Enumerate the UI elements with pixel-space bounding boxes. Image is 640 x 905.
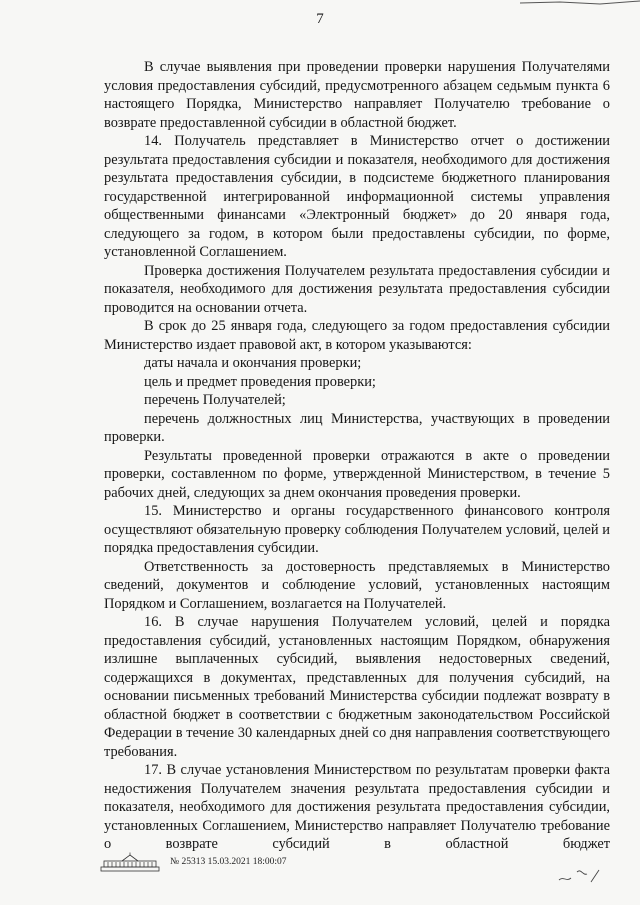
government-building-icon <box>100 852 160 872</box>
list-item-dates: даты начала и окончания проверки; <box>144 355 362 371</box>
footer <box>100 852 286 872</box>
list-item-purpose: цель и предмет проведения проверки; <box>144 373 376 390</box>
document-body <box>104 58 610 854</box>
paragraph-16-violation: 16. В случае нарушения Получателем условий, целей и порядка предоставления субсидий, установленных настоящим Порядком, обнаружения излишне выплаченных субсидий, выявления недостоверных сведений, содержащихся в документах, представленных для получения субсидий, на основании письменных требований Министерства субсидии подлежат возврату в областной бюджет в соответствии с бюджетным законодательством Российской Федерации в течение 30 календарных дней со дня направления соответствующего требования. <box>104 614 610 760</box>
list-item-recipients: перечень Получателей; <box>144 392 286 408</box>
paragraph-15-control: 15. Министерство и органы государственного финансового контроля осуществляют обязательную проверку соблюдения Получателем условий, целей и порядка предоставления субсидии. <box>104 503 610 556</box>
paragraph-return-requirement: В случае выявления при проведении проверки нарушения Получателями условия предоставления субсидий, предусмотренного абзацем седьмым пункта 6 настоящего Порядка, Министерство направляет Получателю требование о возврате предоставленной субсидии в областной бюджет. <box>104 59 610 131</box>
paragraph-verification: Проверка достижения Получателем результата предоставления субсидии и показателя, необходимого для достижения результата предоставления субсидии проводится на основании отчета. <box>104 262 610 316</box>
paragraph-responsibility: Ответственность за достоверность представляемых в Министерство сведений, документов и соблюдение условий, установленных настоящим Порядком и Соглашением, возлагается на Получателей. <box>104 558 610 612</box>
paragraph-14-report: 14. Получатель представляет в Министерство отчет о достижении результата предоставления субсидии и показателя, необходимого для достижения результата предоставления субсидии, в подсистеме бюджетного планирования государственной интегрированной информационной системы управления общественными финансами «Электронный бюджет» до 20 января года, следующего за годом, в котором были предоставлены субсидии, по форме, установленной Соглашением. <box>104 133 610 260</box>
paragraph-legal-act: В срок до 25 января года, следующего за годом предоставления субсидии Министерство издает правовой акт, в котором указываются: <box>104 318 610 353</box>
registration-stamp: № 25313 15.03.2021 18:00:07 <box>170 857 287 867</box>
list-item-officials: перечень должностных лиц Министерства, участвующих в проведении проверки. <box>104 410 610 445</box>
handwritten-mark <box>555 862 605 888</box>
paragraph-17-shortfall: 17. В случае установления Министерством по результатам проверки факта недостижения Получателем значения результата предоставления субсидии и показателя, необходимого для достижения результата предоставления субсидии, установленных Соглашением, Министерство направляет Получателю требование о возврате субсидий в областной бюджет <box>104 762 610 852</box>
scan-edge-mark <box>520 0 640 6</box>
page-number: 7 <box>316 11 324 27</box>
paragraph-results-act: Результаты проведенной проверки отражаются в акте о проведении проверки, составленном по форме, утвержденной Министерством, в течение 5 рабочих дней, следующих за днем окончания проведения проверки. <box>104 447 610 501</box>
